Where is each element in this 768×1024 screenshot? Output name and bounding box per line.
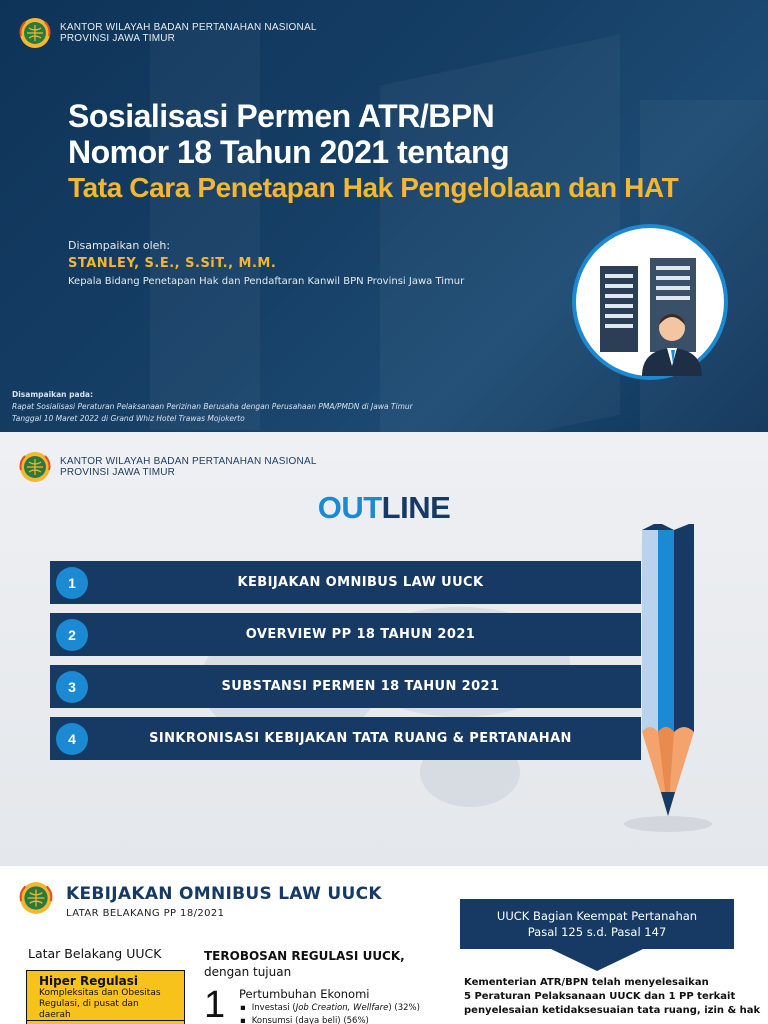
title-line2: Nomor 18 Tahun 2021 tentang: [68, 134, 510, 170]
bullet-item: ▪ Investasi (Job Creation, Wellfare) (32%): [250, 1002, 420, 1015]
presented-by-label: Disampaikan oleh:: [68, 239, 171, 252]
outline-item[interactable]: [50, 717, 641, 760]
org-name-line1: KANTOR WILAYAH BADAN PERTANAHAN NASIONAL: [60, 22, 317, 33]
box-text: Kompleksitas dan Obesitas Regulasi, di pusat dan daerah: [39, 988, 161, 1020]
bullet-item: ▪ Konsumsi (daya beli) (56%): [250, 1015, 420, 1024]
bpn-logo-icon: [18, 16, 52, 50]
ministry-line3: penyelesaian ketidaksesuaian tata ruang, izin & hak: [464, 1005, 761, 1016]
title-slide: [0, 0, 768, 432]
outline-item-label: KEBIJAKAN OMNIBUS LAW UUCK: [237, 575, 484, 590]
building-person-illustration: [572, 224, 728, 380]
outline-item-label: OVERVIEW PP 18 TAHUN 2021: [245, 627, 476, 642]
org-header: [18, 450, 317, 484]
ministry-line1: Kementerian ATR/BPN telah menyelesaikan: [464, 977, 709, 988]
org-name-line2: PROVINSI JAWA TIMUR: [60, 33, 176, 44]
outline-title-part2: LINE: [381, 490, 451, 525]
breakthrough-heading: TEROBOSAN REGULASI UUCK,: [204, 949, 405, 963]
outline-item-label: SUBSTANSI PERMEN 18 TAHUN 2021: [221, 679, 500, 694]
uuck-section-line2: Pasal 125 s.d. Pasal 147: [527, 925, 667, 939]
background-heading: Latar Belakang UUCK: [28, 946, 162, 961]
outline-item[interactable]: [50, 665, 641, 708]
bpn-logo-icon: [18, 450, 52, 484]
presenter-role: Kepala Bidang Penetapan Hak dan Pendaftaran Kanwil BPN Provinsi Jawa Timur: [68, 276, 465, 287]
event-name: Rapat Sosialisasi Peraturan Pelaksanaan Perizinan Berusaha dengan Perusahaan PMA/PMDN di Jawa Timur: [12, 402, 413, 411]
point-number: 1: [204, 984, 226, 1024]
org-header: [18, 16, 317, 50]
point-title: Pertumbuhan Ekonomi: [239, 987, 370, 1001]
down-arrow-icon: [551, 949, 643, 971]
pencil-icon: [620, 524, 720, 834]
ministry-statement: [464, 976, 760, 1018]
next-issue-box: [26, 1020, 185, 1024]
presented-at-label: Disampaikan pada:: [12, 390, 93, 399]
org-name-line2: PROVINSI JAWA TIMUR: [60, 467, 176, 478]
org-name: [60, 22, 317, 44]
background-slide: [0, 866, 768, 1024]
title-line1: Sosialisasi Permen ATR/BPN: [68, 98, 495, 134]
outline-item-number: 1: [56, 567, 88, 599]
uuck-section-line1: UUCK Bagian Keempat Pertanahan: [496, 909, 698, 923]
hyper-regulation-box: [26, 970, 185, 1024]
event-date-venue: Tanggal 10 Maret 2022 di Grand Whiz Hotel Trawas Mojokerto: [12, 414, 245, 423]
outline-item-number: 2: [56, 619, 88, 651]
point-bullets: [250, 1002, 420, 1024]
presentation-title: [68, 98, 509, 170]
box-heading: Hiper Regulasi: [39, 974, 138, 988]
org-name-line1: KANTOR WILAYAH BADAN PERTANAHAN NASIONAL: [60, 456, 317, 467]
event-info: [12, 389, 413, 425]
bpn-logo-icon: [18, 880, 54, 916]
outline-item[interactable]: [50, 561, 641, 604]
outline-title: [0, 490, 768, 526]
outline-item-number: 3: [56, 671, 88, 703]
outline-title-part1: OUT: [317, 490, 382, 525]
org-name: [60, 456, 317, 478]
slide-subtitle: LATAR BELAKANG PP 18/2021: [66, 908, 225, 919]
bg-building-shape: [150, 30, 260, 430]
outline-item[interactable]: [50, 613, 641, 656]
purpose-label: dengan tujuan: [204, 965, 292, 979]
presenter-name: STANLEY, S.E., S.SiT., M.M.: [68, 256, 277, 271]
presentation-subtitle: Tata Cara Penetapan Hak Pengelolaan dan HAT: [68, 172, 679, 203]
outline-slide: [0, 432, 768, 866]
outline-item-label: SINKRONISASI KEBIJAKAN TATA RUANG & PERTANAHAN: [149, 731, 572, 746]
slide-title: KEBIJAKAN OMNIBUS LAW UUCK: [66, 884, 382, 904]
outline-item-number: 4: [56, 723, 88, 755]
uuck-section-box: [460, 899, 734, 949]
ministry-line2: 5 Peraturan Pelaksanaan UUCK dan 1 PP terkait: [464, 991, 736, 1002]
